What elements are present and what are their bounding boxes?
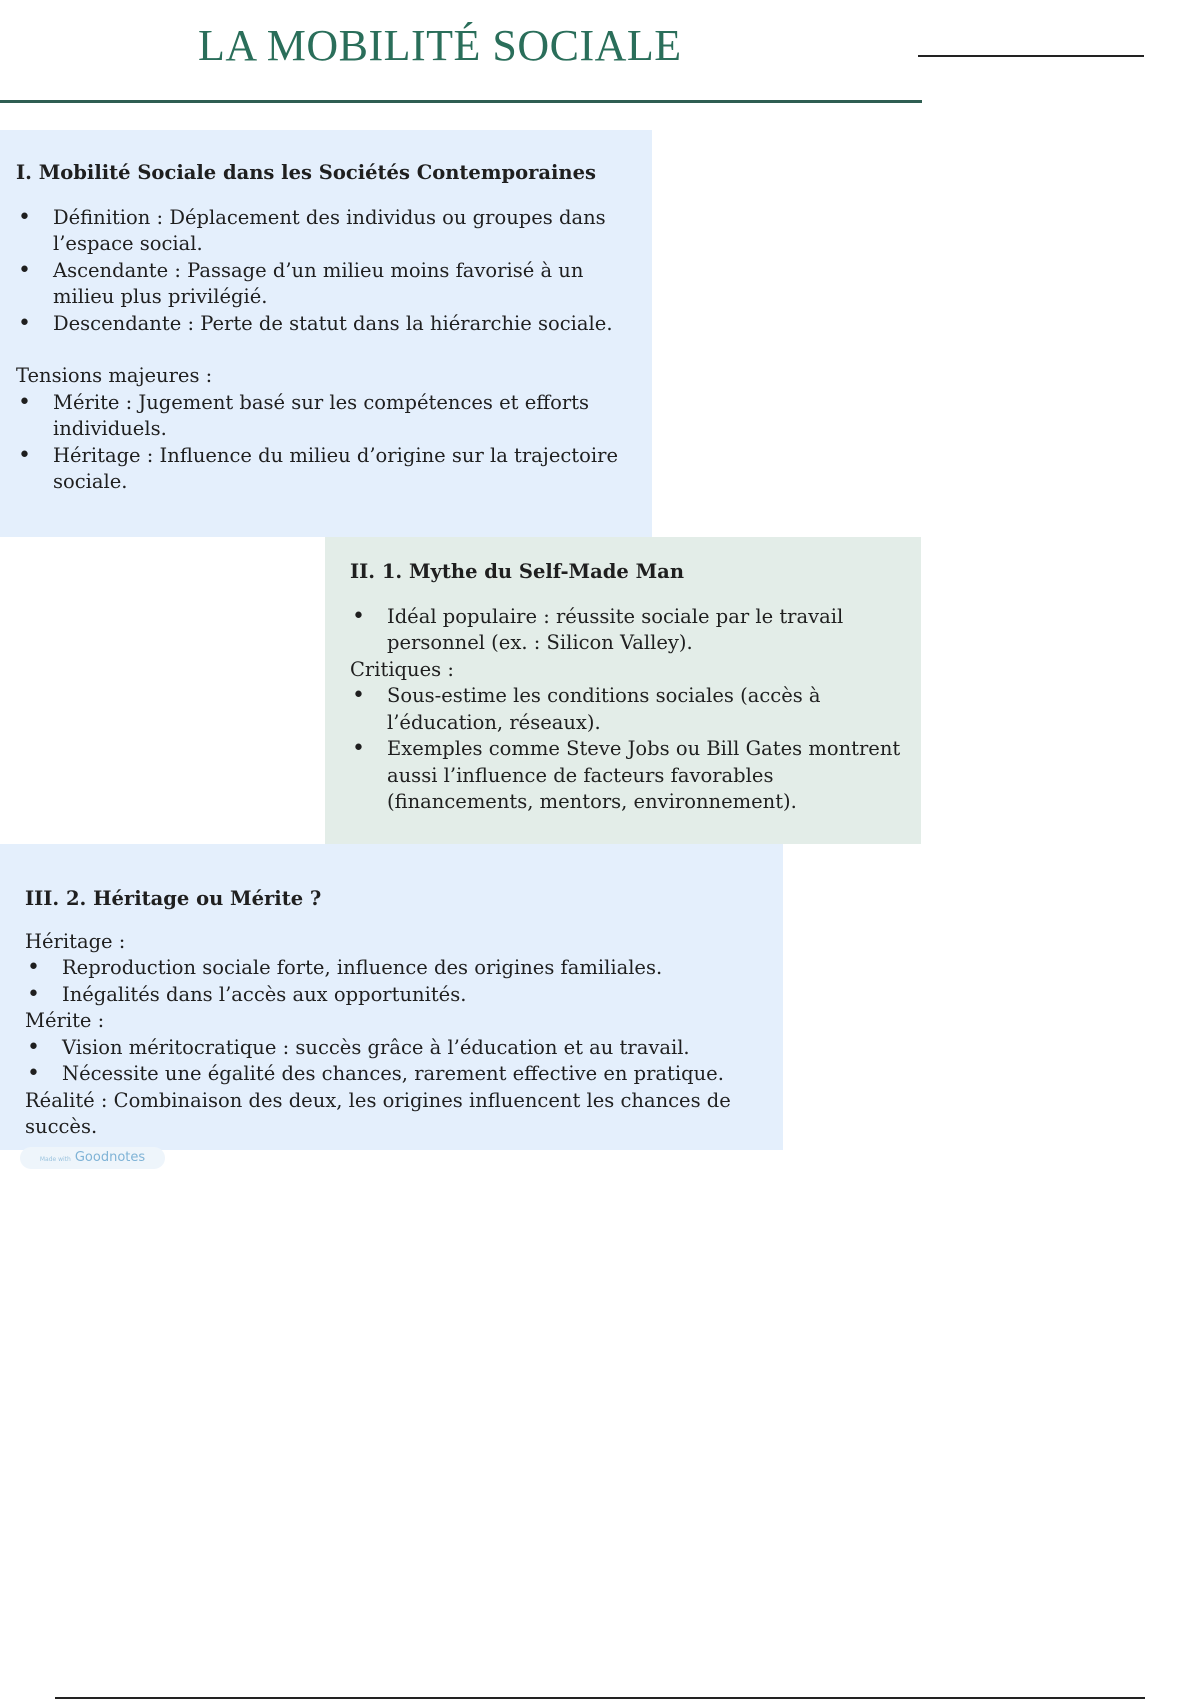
section-mobilite-sociale (0, 130, 652, 537)
heritage-label: Héritage : (25, 929, 126, 953)
page-title: LA MOBILITÉ SOCIALE (198, 21, 682, 70)
critiques-list (350, 683, 901, 816)
list-item: • Sous-estime les conditions sociales (accès à l’éducation, réseaux). (350, 683, 901, 736)
merite-list (25, 1035, 767, 1088)
critiques-label: Critiques : (350, 657, 454, 681)
heritage-list (25, 955, 767, 1008)
section-heritage-merite (0, 844, 783, 1150)
badge-brand: Goodnotes (74, 1150, 146, 1165)
list-item: • Vision méritocratique : succès grâce à l’éducation et au travail. (25, 1035, 767, 1062)
section-heading: II. 1. Mythe du Self-Made Man (350, 560, 684, 583)
tensions-list (16, 390, 632, 496)
list-item: • Inégalités dans l’accès aux opportunités. (25, 982, 767, 1009)
tensions-label: Tensions majeures : (16, 364, 213, 387)
list-item: • Exemples comme Steve Jobs ou Bill Gates montrent aussi l’influence de facteurs favorables (financements, mentors, environnement). (350, 736, 901, 816)
ideal-list (350, 604, 901, 657)
list-item: • Ascendante : Passage d’un milieu moins favorisé à un milieu plus privilégié. (16, 258, 632, 311)
list-item: • Héritage : Influence du milieu d’origine sur la trajectoire sociale. (16, 443, 632, 496)
merite-label: Mérite : (25, 1009, 105, 1032)
list-item: • Définition : Déplacement des individus ou groupes dans l’espace social. (16, 205, 632, 258)
list-item: • Mérite : Jugement basé sur les compétences et efforts individuels. (16, 390, 632, 443)
realite-text: Réalité : Combinaison des deux, les origines influencent les chances de succès. (25, 1088, 731, 1138)
list-item: • Nécessite une égalité des chances, rarement effective en pratique. (25, 1061, 767, 1088)
title-underline (0, 100, 922, 103)
goodnotes-badge (20, 1147, 165, 1169)
list-item: • Idéal populaire : réussite sociale par le travail personnel (ex. : Silicon Valley). (350, 604, 901, 657)
section-heading: I. Mobilité Sociale dans les Sociétés Contemporaines (16, 161, 596, 184)
badge-prefix: Made with (39, 1156, 71, 1163)
definitions-list (16, 205, 632, 338)
bottom-line (55, 1697, 1145, 1699)
list-item: • Descendante : Perte de statut dans la hiérarchie sociale. (16, 311, 632, 338)
section-self-made-man (325, 537, 921, 844)
corner-line (918, 55, 1144, 57)
section-heading: III. 2. Héritage ou Mérite ? (25, 887, 322, 910)
list-item: • Reproduction sociale forte, influence des origines familiales. (25, 955, 767, 982)
